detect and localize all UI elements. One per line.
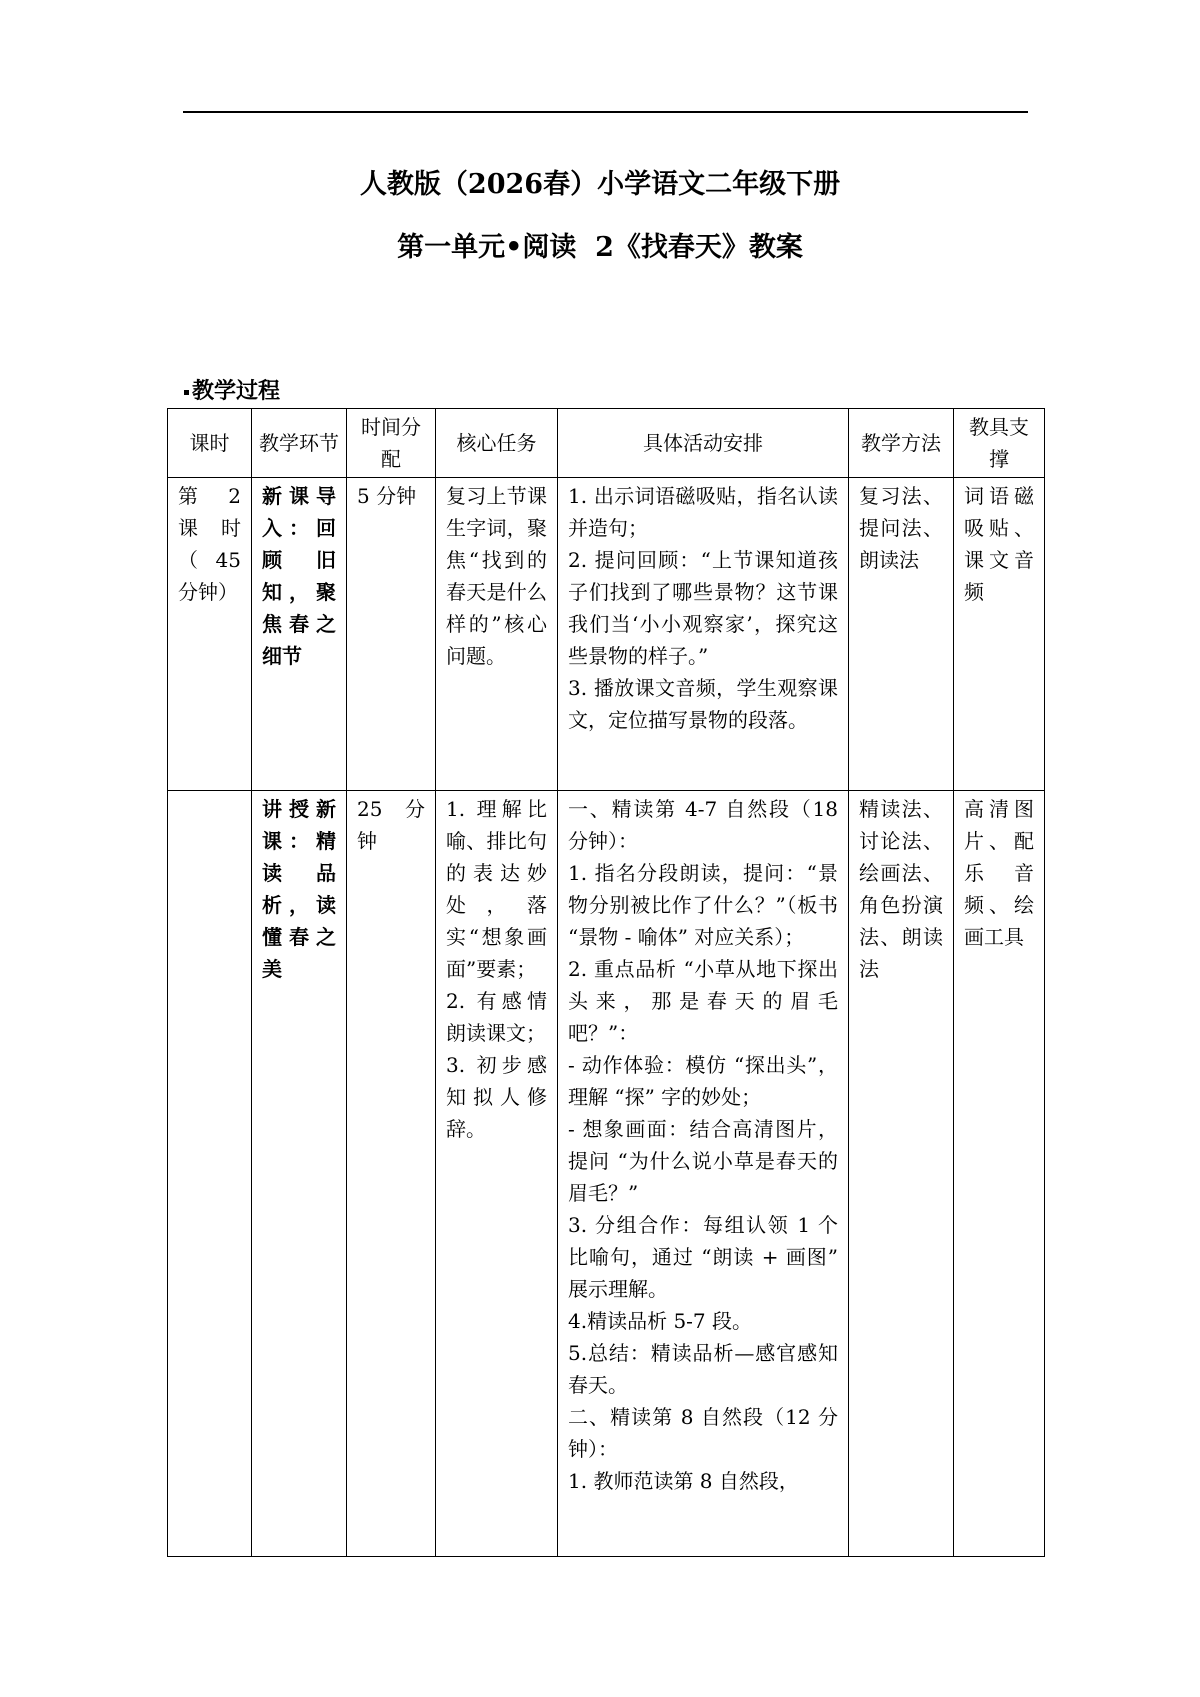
activities-cell — [558, 791, 849, 1557]
activity-line: 2. 提问回顾：“上节课知道孩子们找到了哪些景物？这节课我们当‘小小观察家’，探究这些景物的样子。” — [568, 548, 838, 668]
time-cell: 5 分钟 — [347, 478, 436, 791]
section-heading-text: 教学过程 — [192, 379, 281, 404]
task-line: 2. 有感情朗读课文； — [446, 989, 547, 1045]
tools-cell: 词语磁吸贴、课文音频 — [954, 478, 1045, 791]
method-cell: 精读法、讨论法、绘画法、角色扮演法、朗读法 — [849, 791, 954, 1557]
bullet-icon — [184, 390, 189, 395]
activity-line: 5.总结：精读品析—感官感知春天。 — [568, 1341, 838, 1397]
stage-cell: 讲授新课：精读品析，读懂春之美 — [252, 791, 347, 1557]
header-cell: 具体活动安排 — [558, 409, 849, 478]
task-cell: 复习上节课生字词，聚焦“找到的春天是什么样的”核心问题。 — [436, 478, 558, 791]
table-header-row — [168, 409, 1045, 478]
tools-cell: 高清图片、配乐音频、绘画工具 — [954, 791, 1045, 1557]
activities-cell — [558, 478, 849, 791]
task-cell — [436, 791, 558, 1557]
header-cell: 课时 — [168, 409, 252, 478]
session-cell — [168, 791, 252, 1557]
activity-line: - 动作体验：模仿 “探出头”，理解 “探” 字的妙处； — [568, 1053, 838, 1109]
section-heading — [184, 374, 280, 405]
activity-line: 3. 分组合作：每组认领 1 个比喻句，通过 “朗读 + 画图” 展示理解。 — [568, 1213, 838, 1301]
activity-line: 3. 播放课文音频，学生观察课文，定位描写景物的段落。 — [568, 676, 838, 732]
task-line: 1. 理解比喻、排比句的表达妙处，落实“想象画面”要素； — [446, 797, 547, 981]
document-title: 人教版（2026春）小学语文二年级下册 — [359, 169, 841, 200]
activity-line: 1. 指名分段朗读，提问：“景物分别被比作了什么？”（板书 “景物 - 喻体” 对应关系）； — [568, 861, 838, 949]
stage-cell: 新课导入：回顾旧知，聚焦春之细节 — [252, 478, 347, 791]
header-cell: 教学方法 — [849, 409, 954, 478]
header-rule — [183, 111, 1028, 113]
activity-line: 4.精读品析 5-7 段。 — [568, 1309, 753, 1333]
time-cell: 25 分钟 — [347, 791, 436, 1557]
activity-line: 2. 重点品析 “小草从地下探出头来，那是春天的眉毛吧？”： — [568, 957, 838, 1045]
table-row — [168, 478, 1045, 791]
method-cell: 复习法、提问法、朗读法 — [849, 478, 954, 791]
lesson-plan-table — [167, 408, 1045, 1557]
task-line: 3. 初步感知拟人修辞。 — [446, 1053, 547, 1141]
header-cell: 教学环节 — [252, 409, 347, 478]
document-subtitle: 第一单元•阅读 2《找春天》教案 — [397, 232, 803, 263]
activity-line: 1. 教师范读第 8 自然段， — [568, 1469, 799, 1493]
table-row — [168, 791, 1045, 1557]
activity-line: 1. 出示词语磁吸贴，指名认读并造句； — [568, 484, 838, 540]
session-cell: 第 2 课时（45分钟） — [168, 478, 252, 791]
activity-line: 一、精读第 4-7 自然段（18 分钟）： — [568, 797, 838, 853]
activity-line: - 想象画面：结合高清图片，提问 “为什么说小草是春天的眉毛？” — [568, 1117, 838, 1205]
header-cell: 核心任务 — [436, 409, 558, 478]
header-cell: 时间分配 — [347, 409, 436, 478]
activity-line: 二、精读第 8 自然段（12 分钟）： — [568, 1405, 838, 1461]
header-cell: 教具支撑 — [954, 409, 1045, 478]
